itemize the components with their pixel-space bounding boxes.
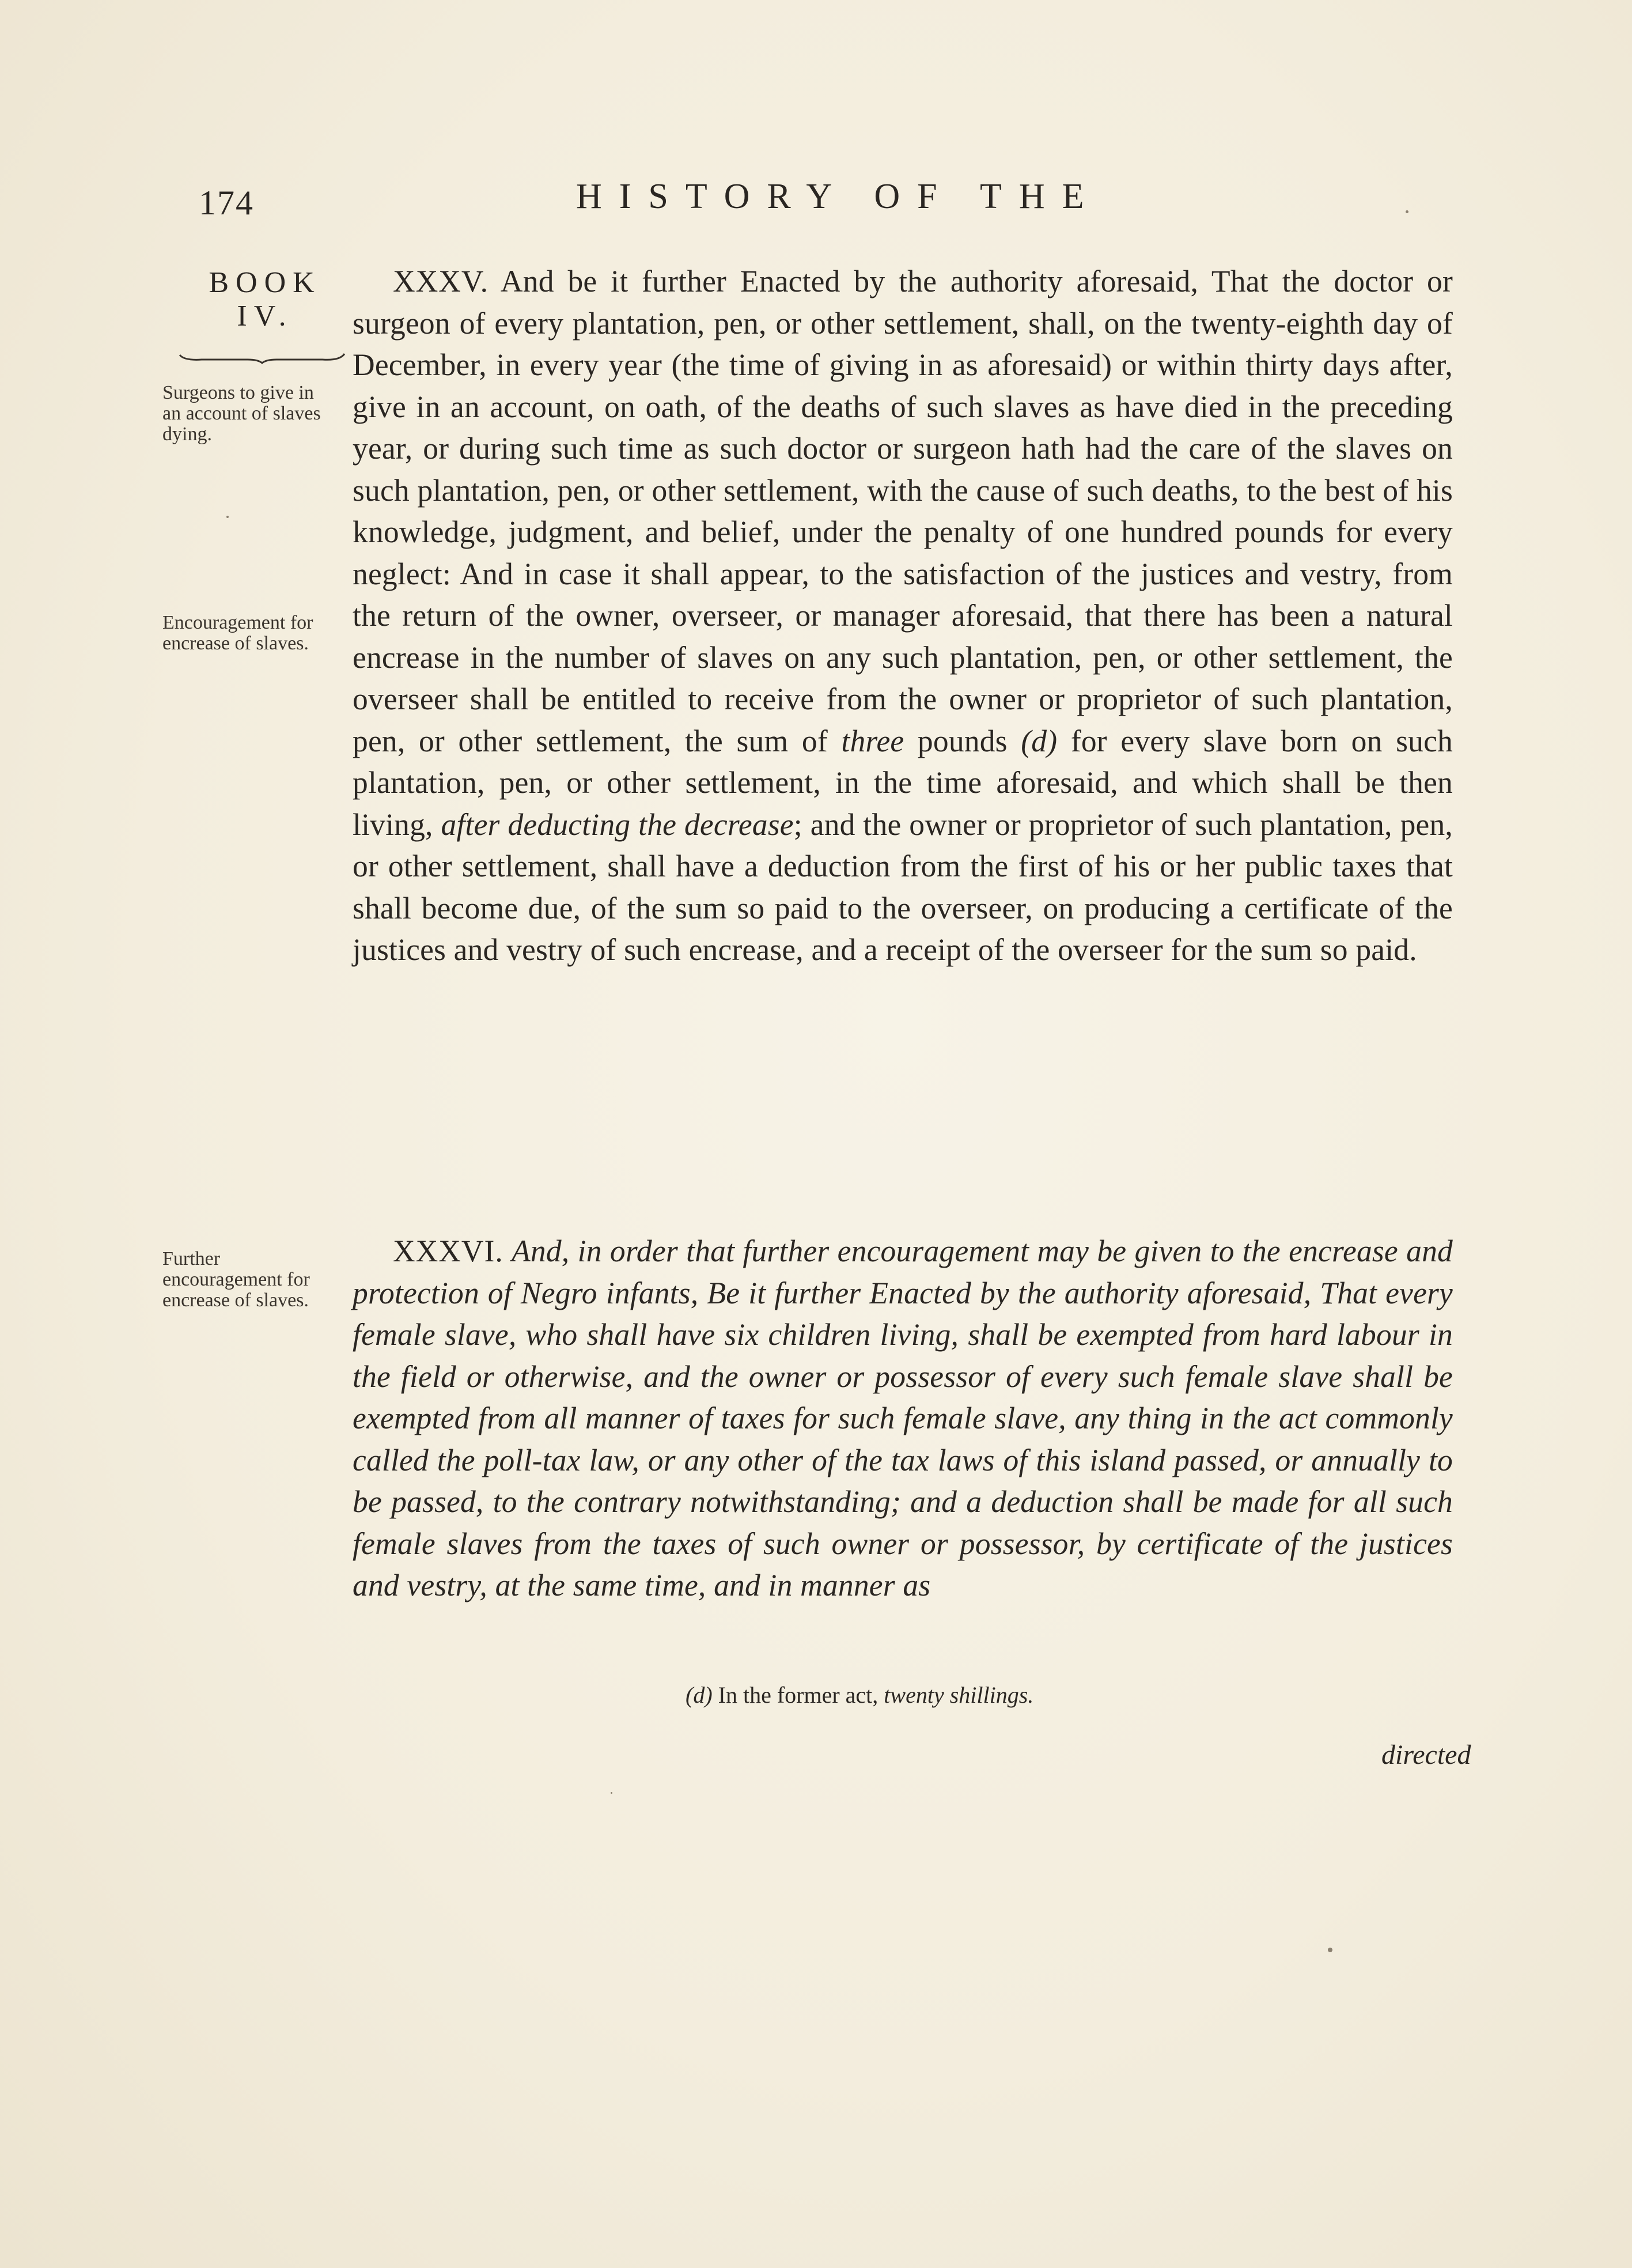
- catchword: directed: [1381, 1740, 1471, 1770]
- emphasis-text: after deducting the decrease: [441, 807, 794, 842]
- emphasis-text: three: [841, 723, 904, 758]
- footnote-reference: (d): [1021, 723, 1058, 758]
- section-number: XXXVI.: [393, 1234, 503, 1268]
- footnote-italic: twenty shillings.: [884, 1682, 1034, 1708]
- section-text: And, in order that further encouragement may be given to the encrease and protection of Negro infants, Be it further Enacted by the authority aforesaid, That every female slave, who shall have six children living, shall be exempted from hard labour in the field or otherwise, and the owner or possessor of every such female slave shall be exempted from all manner of taxes for such female slave, any thing in the act commonly called the poll-tax law, or any other of the tax laws of this island passed, or annually to be passed, to the contrary notwithstanding; and a deduction shall be made for all such female slaves from the taxes of such owner or possessor, by certificate of the justices and vestry, at the same time, and in manner as: [353, 1234, 1453, 1602]
- margin-note-surgeons: Surgeons to give in an account of slaves dying.: [162, 382, 321, 445]
- running-head: HISTORY OF THE: [576, 177, 1101, 216]
- paper-speck: [226, 516, 229, 518]
- paper-speck: [1328, 1948, 1332, 1952]
- paper-speck: [1406, 210, 1408, 213]
- section-text: for every slave born on such plantation, pen, or other settlement, in the time aforesaid, and which shall be then living,: [353, 723, 1453, 842]
- section-xxxv: [353, 260, 1453, 971]
- footnote-mark: (d): [686, 1682, 713, 1708]
- section-xxxv-paragraph: [353, 260, 1453, 971]
- footnote: [686, 1681, 1033, 1708]
- book-label-word: BOOK: [209, 266, 321, 299]
- section-text: And be it further Enacted by the authority aforesaid, That the doctor or surgeon of every plantation, pen, or other settlement, shall, on the twenty-eighth day of December, in every year (the time of giving in as aforesaid) or within thirty days after, give in an account, on oath, of the deaths of such slaves as have died in the preceding year, or during such time as such doctor or surgeon hath had the care of the slaves on such plantation, pen, or other settlement, with the cause of such deaths, to the best of his knowledge, judgment, and belief, under the penalty of one hundred pounds for every neglect: And in case it shall appear, to the satisfaction of the justices and vestry, from the return of the owner, overseer, or manager aforesaid, that there has been a natural encrease in the number of slaves on any such plantation, pen, or other settlement, the overseer shall be entitled to receive from the owner or proprietor of such plantation, pen, or other settlement, the sum of: [353, 264, 1453, 758]
- section-text: pounds: [917, 723, 1008, 758]
- section-xxxvi: [353, 1230, 1453, 1606]
- margin-note-encouragement: Encouragement for encrease of slaves.: [162, 612, 313, 654]
- paper-speck: [611, 1792, 612, 1794]
- footnote-text: In the former act,: [718, 1682, 879, 1708]
- margin-brace-icon: [179, 353, 346, 364]
- section-xxxvi-paragraph: [353, 1230, 1453, 1606]
- book-label: [184, 266, 346, 333]
- margin-note-further-encouragement: Further encouragement for encrease of slaves.: [162, 1248, 310, 1311]
- book-number: IV.: [237, 300, 293, 333]
- section-number: XXXV.: [393, 264, 489, 298]
- section-text: ; and the owner or proprietor of such plantation, pen, or other settlement, shall have a deduction from the first of his or her public taxes that shall become due, of the sum so paid to the overseer, on producing a certificate of the justices and vestry of such encrease, and a receipt of the overseer for the sum so paid.: [353, 807, 1453, 967]
- page-number: 174: [199, 184, 254, 222]
